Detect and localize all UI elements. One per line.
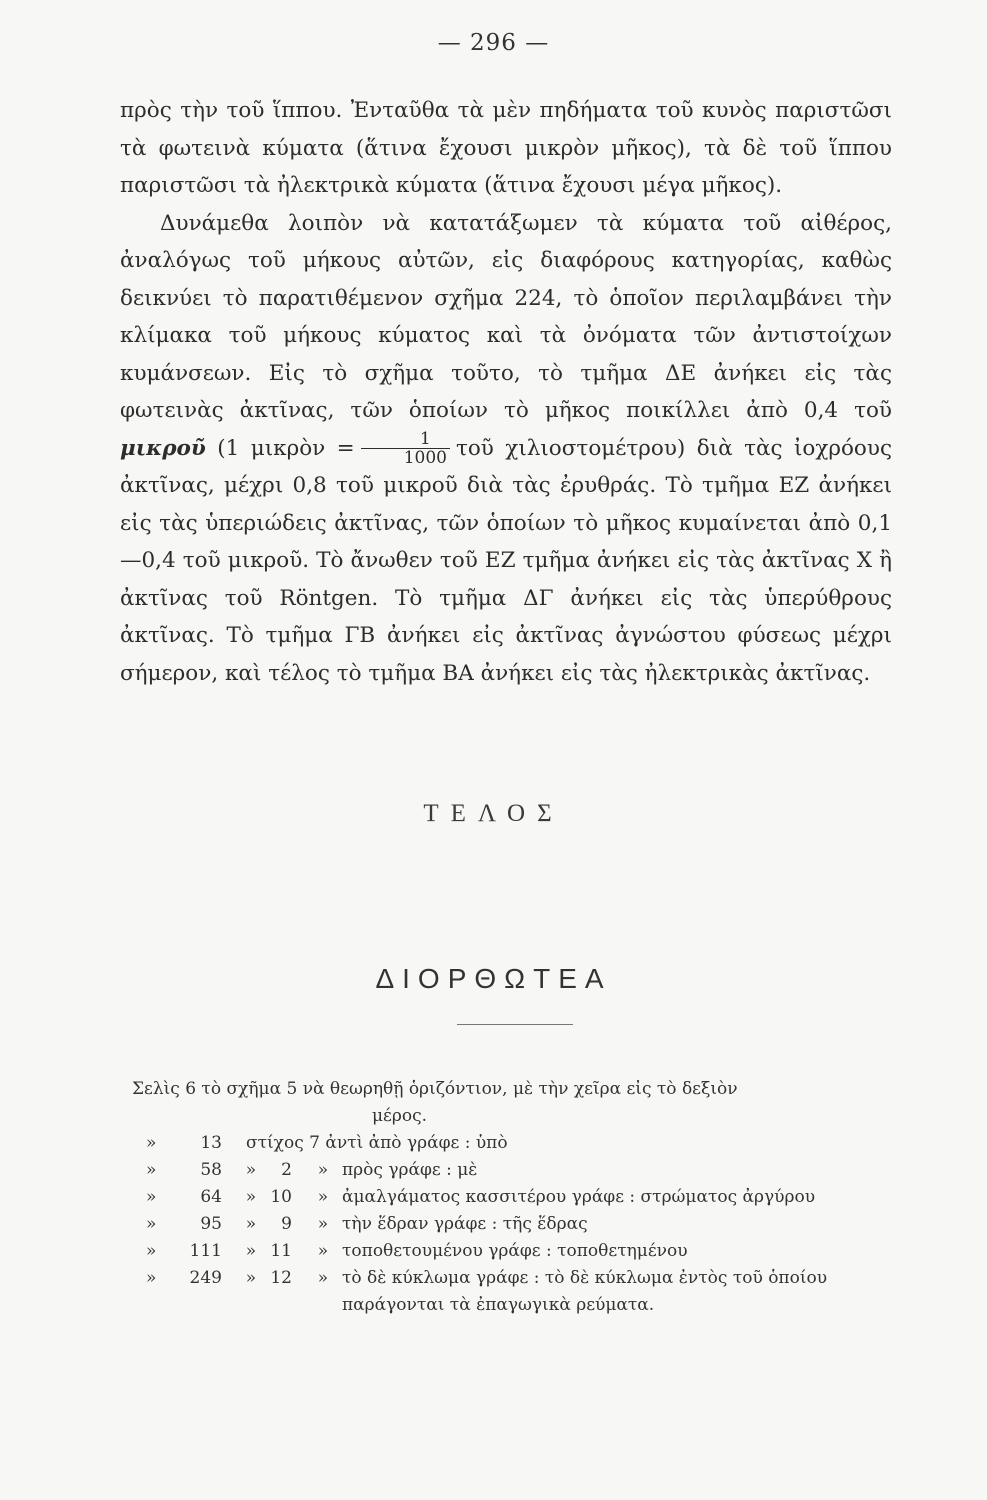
ditto-mark: » xyxy=(245,1214,257,1234)
errata-line: 12 xyxy=(270,1268,292,1288)
ditto-mark: » xyxy=(146,1214,157,1234)
ditto-mark: » xyxy=(146,1160,157,1180)
errata-page: 111 xyxy=(189,1241,222,1261)
ditto-mark: » xyxy=(317,1187,329,1207)
errata-page: 58 xyxy=(200,1160,222,1180)
errata-intro-line2: μέρος. xyxy=(372,1106,428,1126)
body-text xyxy=(120,92,892,692)
errata-text: τὴν ἕδραν γράφε : τῆς ἕδρας xyxy=(342,1214,588,1234)
ditto-mark: » xyxy=(317,1160,329,1180)
paragraph-2 xyxy=(120,205,892,693)
errata-intro-line1: Σελὶς 6 τὸ σχῆμα 5 νὰ θεωρηθῇ ὁριζόντιον, μὲ τὴν χεῖρα εἰς τὸ δεξιὸν xyxy=(132,1079,738,1099)
divider xyxy=(457,1024,573,1025)
end-title: ΤΕΛΟΣ xyxy=(423,800,564,827)
errata-row xyxy=(132,1184,904,1211)
errata-title: ΔΙΟΡΘΩΤΕΑ xyxy=(375,963,612,994)
errata-page: 95 xyxy=(200,1214,222,1234)
errata-line: στίχος 7 xyxy=(246,1133,320,1153)
paragraph-1: πρὸς τὴν τοῦ ἵππου. Ἐνταῦθα τὰ μὲν πηδήματα τοῦ κυνὸς παριστῶσι τὰ φωτεινὰ κύματα (ἅτινα ἔχουσι μικρὸν μῆκος), τὰ δὲ τοῦ ἵππου παριστῶσι τὰ ἠλεκτρικὰ κύματα (ἅτινα ἔχουσι μέγα μῆκος). xyxy=(120,98,892,198)
ditto-mark: » xyxy=(245,1241,257,1261)
errata-row xyxy=(132,1130,904,1157)
fraction-numerator: 1 xyxy=(361,430,450,449)
paragraph-2-part-c: τοῦ χιλιοστομέτρου) διὰ τὰς ἰοχρόους ἀκτῖνας, μέχρι 0,8 τοῦ μικροῦ διὰ τὰς ἐρυθράς. Τὸ τμῆμα ΕΖ ἀνήκει εἰς τὰς ὑπεριώδεις ἀκτῖνας, τῶν ὁποίων τὸ μῆκος κυμαίνεται ἀπὸ 0,1—0,4 τοῦ μικροῦ. Τὸ ἄνωθεν τοῦ ΕΖ τμῆμα ἀνήκει εἰς τὰς ἀκτῖνας Χ ἢ ἀκτῖνας τοῦ Röntgen. Τὸ τμῆμα ΔΓ ἀνήκει εἰς τὰς ὑπερύθρους ἀκτῖνας. Τὸ τμῆμα ΓΒ ἀνήκει εἰς ἀκτῖνας ἀγνώστου φύσεως μέχρι σήμερον, καὶ τέλος τὸ τμῆμα ΒΑ ἀνήκει εἰς τὰς ἠλεκτρικὰς ἀκτῖνας. xyxy=(120,435,892,686)
errata-line: 10 xyxy=(270,1187,292,1207)
term-mikrou: μικροῦ xyxy=(120,435,206,461)
errata-text: ἀμαλγάματος κασσιτέρου γράφε : στρώματος ἀργύρου xyxy=(342,1187,816,1207)
errata-text: ἀντὶ ἀπὸ γράφε : ὑπὸ xyxy=(325,1133,508,1153)
ditto-mark: » xyxy=(146,1187,157,1207)
ditto-mark: » xyxy=(317,1268,329,1288)
errata-row xyxy=(132,1211,904,1238)
errata-page: 249 xyxy=(189,1268,222,1288)
ditto-mark: » xyxy=(317,1214,329,1234)
errata-intro xyxy=(132,1076,904,1130)
ditto-mark: » xyxy=(317,1241,329,1261)
errata-line: 2 xyxy=(281,1160,292,1180)
ditto-mark: » xyxy=(245,1187,257,1207)
errata-row xyxy=(132,1157,904,1184)
errata-line: 9 xyxy=(281,1214,292,1234)
errata-line: 11 xyxy=(270,1241,292,1261)
errata-list xyxy=(132,1076,904,1319)
ditto-mark: » xyxy=(245,1268,257,1288)
paragraph-2-part-a: Δυνάμεθα λοιπὸν νὰ κατατάξωμεν τὰ κύματα τοῦ αἰθέρος, ἀναλόγως τοῦ μήκους αὐτῶν, εἰς διαφόρους κατηγορίας, καθὼς δεικνύει τὸ παρατιθέμενον σχῆμα 224, τὸ ὁποῖον περιλαμβάνει τὴν κλίμακα τοῦ μήκους κύματος καὶ τὰ ὀνόματα τῶν ἀντιστοίχων κυμάνσεων. Εἰς τὸ σχῆμα τοῦτο, τὸ τμῆμα ΔΕ ἀνήκει εἰς τὰς φωτεινὰς ἀκτῖνας, τῶν ὁποίων τὸ μῆκος ποικίλλει ἀπὸ 0,4 τοῦ xyxy=(120,210,892,423)
errata-text: τὸ δὲ κύκλωμα γράφε : τὸ δὲ κύκλωμα ἐντὸς τοῦ ὁποίου παράγονται τὰ ἐπαγωγικὰ ρεύματα. xyxy=(342,1268,828,1315)
errata-page: 13 xyxy=(200,1133,222,1153)
errata-correction xyxy=(240,1130,904,1157)
errata-row xyxy=(132,1265,904,1319)
ditto-mark: » xyxy=(146,1268,157,1288)
ditto-mark: » xyxy=(245,1160,257,1180)
errata-text: τοποθετουμένου γράφε : τοποθετημένου xyxy=(342,1241,688,1261)
fraction-denominator: 1000 xyxy=(403,448,447,468)
errata-page: 64 xyxy=(200,1187,222,1207)
page-number: — 296 — xyxy=(437,30,550,56)
ditto-mark: » xyxy=(146,1133,157,1153)
fraction xyxy=(361,430,450,467)
ditto-mark: » xyxy=(146,1241,157,1261)
errata-row xyxy=(132,1238,904,1265)
paragraph-2-part-b: (1 μικρὸν = xyxy=(217,435,355,461)
errata-text: πρὸς γράφε : μὲ xyxy=(342,1160,478,1180)
